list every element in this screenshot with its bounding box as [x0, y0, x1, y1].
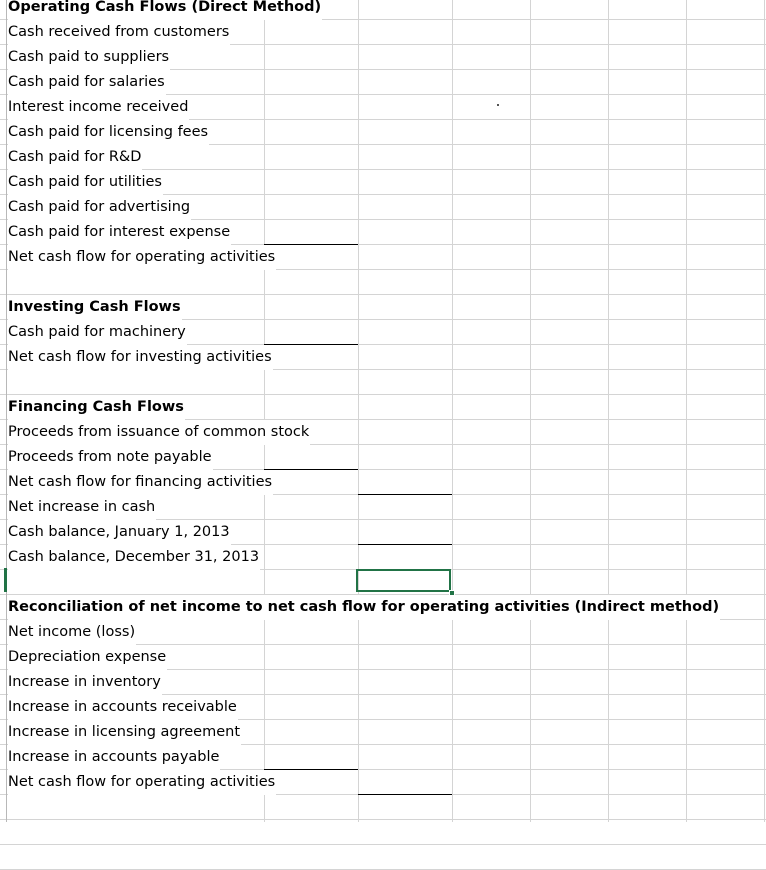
section-heading-cell[interactable]: Reconciliation of net income to net cash flow for operating activities (Indirect method) [8, 595, 720, 620]
row-label-cell[interactable]: Cash paid for licensing fees [8, 120, 209, 145]
row-label-cell[interactable]: Depreciation expense [8, 645, 167, 670]
row-label-cell[interactable]: Net cash flow for financing activities [8, 470, 273, 495]
row-label-cell[interactable]: Proceeds from note payable [8, 445, 213, 470]
row-label-cell[interactable]: Cash paid for R&D [8, 145, 142, 170]
row-label-cell[interactable]: Cash paid for utilities [8, 170, 163, 195]
gridline-column [358, 0, 359, 822]
empty-row[interactable] [8, 570, 9, 595]
row-label-cell[interactable]: Cash paid for advertising [8, 195, 191, 220]
row-label-cell[interactable]: Cash balance, December 31, 2013 [8, 545, 260, 570]
row-label-cell[interactable]: Increase in accounts receivable [8, 695, 238, 720]
active-cell[interactable] [356, 569, 451, 592]
row-selection-marker [4, 568, 7, 592]
fill-handle[interactable] [449, 590, 455, 596]
gridline-column [686, 0, 687, 822]
empty-row[interactable] [8, 270, 9, 295]
row-label-cell[interactable]: Net increase in cash [8, 495, 156, 520]
row-label-cell[interactable]: Net income (loss) [8, 620, 136, 645]
row-label-cell[interactable]: Increase in licensing agreement [8, 720, 241, 745]
gridline-column [608, 0, 609, 822]
gridline-column [530, 0, 531, 822]
sheet-left-edge [6, 0, 7, 822]
gridline-row [0, 819, 766, 820]
section-heading-cell[interactable]: Financing Cash Flows [8, 395, 185, 420]
gridline-column [264, 0, 265, 822]
row-label-cell[interactable]: Cash paid for salaries [8, 70, 166, 95]
cell-bottom-border [264, 244, 358, 245]
section-heading-cell[interactable]: Operating Cash Flows (Direct Method) [8, 0, 322, 20]
row-label-cell[interactable]: Cash balance, January 1, 2013 [8, 520, 231, 545]
stray-dot [497, 104, 499, 106]
gridline-row [0, 844, 766, 845]
row-label-cell[interactable]: Proceeds from issuance of common stock [8, 420, 310, 445]
cell-bottom-border [358, 494, 452, 495]
row-label-cell[interactable]: Cash received from customers [8, 20, 230, 45]
row-label-cell[interactable]: Cash paid for machinery [8, 320, 187, 345]
cell-bottom-border [358, 794, 452, 795]
cell-bottom-border [264, 769, 358, 770]
gridline-column [764, 0, 765, 822]
row-label-cell[interactable]: Cash paid to suppliers [8, 45, 170, 70]
row-label-cell[interactable]: Net cash flow for investing activities [8, 345, 273, 370]
cell-bottom-border [264, 344, 358, 345]
row-label-cell[interactable]: Increase in inventory [8, 670, 162, 695]
row-label-cell[interactable]: Net cash flow for operating activities [8, 245, 276, 270]
row-label-cell[interactable]: Increase in accounts payable [8, 745, 220, 770]
empty-row[interactable] [8, 370, 9, 395]
cell-bottom-border [358, 544, 452, 545]
section-heading-cell[interactable]: Investing Cash Flows [8, 295, 182, 320]
row-label-cell[interactable]: Interest income received [8, 95, 189, 120]
row-label-cell[interactable]: Net cash flow for operating activities [8, 770, 276, 795]
gridline-column [452, 0, 453, 822]
cell-bottom-border [264, 469, 358, 470]
row-label-cell[interactable]: Cash paid for interest expense [8, 220, 231, 245]
